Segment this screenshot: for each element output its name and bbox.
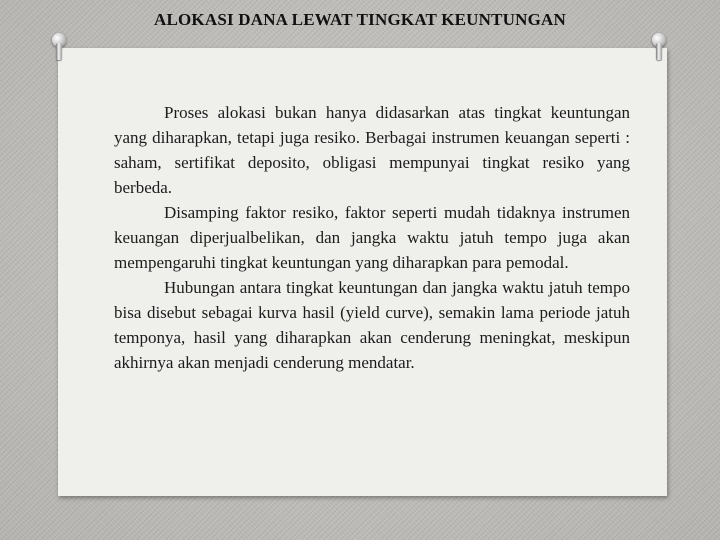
slide-body [114, 100, 630, 375]
right-pushpin-icon [652, 33, 666, 61]
paragraph-allocation: Proses alokasi bukan hanya didasarkan atas tingkat keuntungan yang diharapkan, tetapi juga resiko. Berbagai instrumen keuangan seperti : saham, sertifikat deposito, obligasi mempunyai tingkat resiko yang berbeda. [114, 103, 630, 197]
slide-title: ALOKASI DANA LEWAT TINGKAT KEUNTUNGAN [153, 10, 567, 29]
left-pushpin-icon [52, 33, 66, 61]
paragraph-yield-curve: Hubungan antara tingkat keuntungan dan jangka waktu jatuh tempo bisa disebut sebagai kurva hasil (yield curve), semakin lama periode jatuh temponya, hasil yang diharapkan akan cenderung meningkat, meskipun akhirnya akan menjadi cenderung mendatar. [114, 278, 630, 372]
pushpin-stem [656, 43, 662, 60]
pushpin-stem [56, 43, 62, 60]
paragraph-risk-factors: Disamping faktor resiko, faktor seperti mudah tidaknya instrumen keuangan diperjualbelikan, dan jangka waktu jatuh tempo juga akan mempengaruhi tingkat keuntungan yang diharapkan para pemodal. [114, 203, 630, 272]
